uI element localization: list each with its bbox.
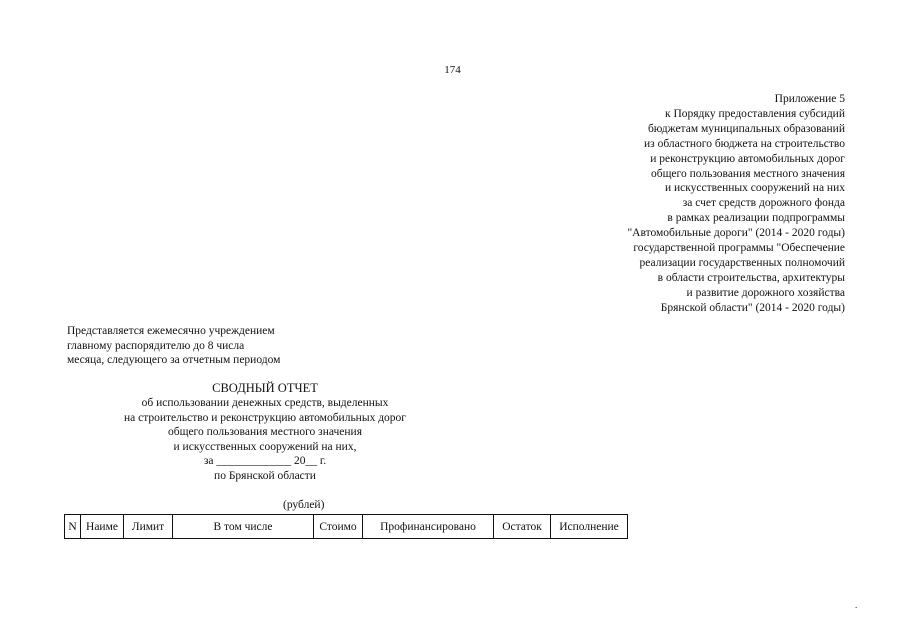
units-label: (рублей) <box>283 499 325 511</box>
header-cell-balance: Остаток <box>494 515 551 539</box>
report-line: общего пользования местного значения <box>167 426 363 438</box>
report-heading <box>95 380 435 483</box>
header-cell-cost: Стоимо <box>314 515 363 539</box>
header-cell-including: В том числе <box>173 515 314 539</box>
report-line: и искусственных сооружений на них, <box>173 440 357 453</box>
report-line: по Брянской области <box>214 469 316 482</box>
note-line: месяца, следующего за отчетным периодом <box>67 354 281 366</box>
note-line: Представляется ежемесячно учреждением <box>67 325 275 337</box>
header-cell-name: Наиме <box>81 515 124 539</box>
appendix-line: из областного бюджета на строительство <box>644 137 845 150</box>
header-cell-limit: Лимит <box>124 515 173 539</box>
report-line: на строительство и реконструкцию автомобильных дорог <box>123 411 407 424</box>
header-cell-financed: Профинансировано <box>363 515 494 539</box>
appendix-line: "Автомобильные дороги" (2014 - 2020 годы) <box>627 227 845 240</box>
appendix-line: за счет средств дорожного фонда <box>682 197 845 210</box>
table-header-row <box>65 515 628 539</box>
appendix-line: к Порядку предоставления субсидий <box>665 107 845 120</box>
report-title: СВОДНЫЙ ОТЧЕТ <box>212 381 318 395</box>
appendix-line: реализации государственных полномочий <box>639 256 845 269</box>
appendix-line: и реконструкцию автомобильных дорог <box>650 152 845 165</box>
appendix-line: Брянской области" (2014 - 2020 годы) <box>660 301 845 314</box>
corner-mark: . <box>855 600 858 610</box>
appendix-line: и развитие дорожного хозяйства <box>686 286 845 299</box>
appendix-line: Приложение 5 <box>774 93 845 105</box>
appendix-line: бюджетам муниципальных образований <box>647 122 845 135</box>
appendix-block <box>515 92 845 316</box>
header-cell-number: N <box>65 515 81 539</box>
note-line: главному распорядителю до 8 числа <box>67 339 245 352</box>
appendix-line: в области строительства, архитектуры <box>657 271 845 284</box>
report-period-line: за _____________ 20__ г. <box>203 455 327 467</box>
page-number: 174 <box>444 64 461 76</box>
header-cell-execution: Исполнение <box>551 515 628 539</box>
report-table <box>64 514 628 539</box>
appendix-line: государственной программы "Обеспечение <box>633 242 845 255</box>
appendix-line: и искусственных сооружений на них <box>664 182 845 195</box>
appendix-line: в рамках реализации подпрограммы <box>667 212 845 225</box>
appendix-line: общего пользования местного значения <box>650 167 845 180</box>
report-line: об использовании денежных средств, выделенных <box>141 397 389 409</box>
submission-note <box>67 324 280 368</box>
